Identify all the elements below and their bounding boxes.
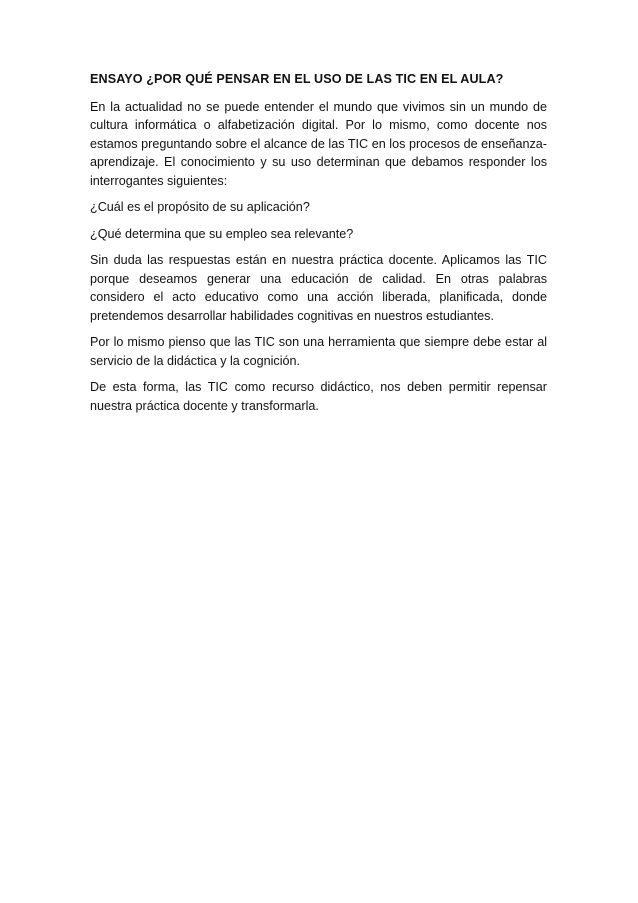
question-relevance: ¿Qué determina que su empleo sea relevante? bbox=[90, 226, 354, 241]
paragraph-answers: Sin duda las respuestas están en nuestra práctica docente. Aplicamos las TIC porque deseamos generar una educación de calidad. En otras palabras considero el acto educativo como una acción liberada, planificada, donde pretendemos desarrollar habilidades cognitivas en nuestros estudiantes. bbox=[90, 253, 547, 323]
document-body bbox=[90, 70, 547, 423]
paragraph-tool: Por lo mismo pienso que las TIC son una herramienta que siempre debe estar al servicio de la didáctica y la cognición. bbox=[90, 335, 547, 368]
paragraph-intro: En la actualidad no se puede entender el mundo que vivimos sin un mundo de cultura informática o alfabetización digital. Por lo mismo, como docente nos estamos preguntando sobre el alcance de las TIC en los procesos de enseñanza- aprendizaje. El conocimiento y su uso determinan que debamos responder los interrogantes siguientes: bbox=[90, 99, 547, 188]
document-title: ENSAYO ¿POR QUÉ PENSAR EN EL USO DE LAS TIC EN EL AULA? bbox=[90, 72, 504, 86]
paragraph-conclusion: De esta forma, las TIC como recurso didáctico, nos deben permitir repensar nuestra práctica docente y transformarla. bbox=[90, 380, 547, 413]
question-purpose: ¿Cuál es el propósito de su aplicación? bbox=[90, 200, 310, 214]
